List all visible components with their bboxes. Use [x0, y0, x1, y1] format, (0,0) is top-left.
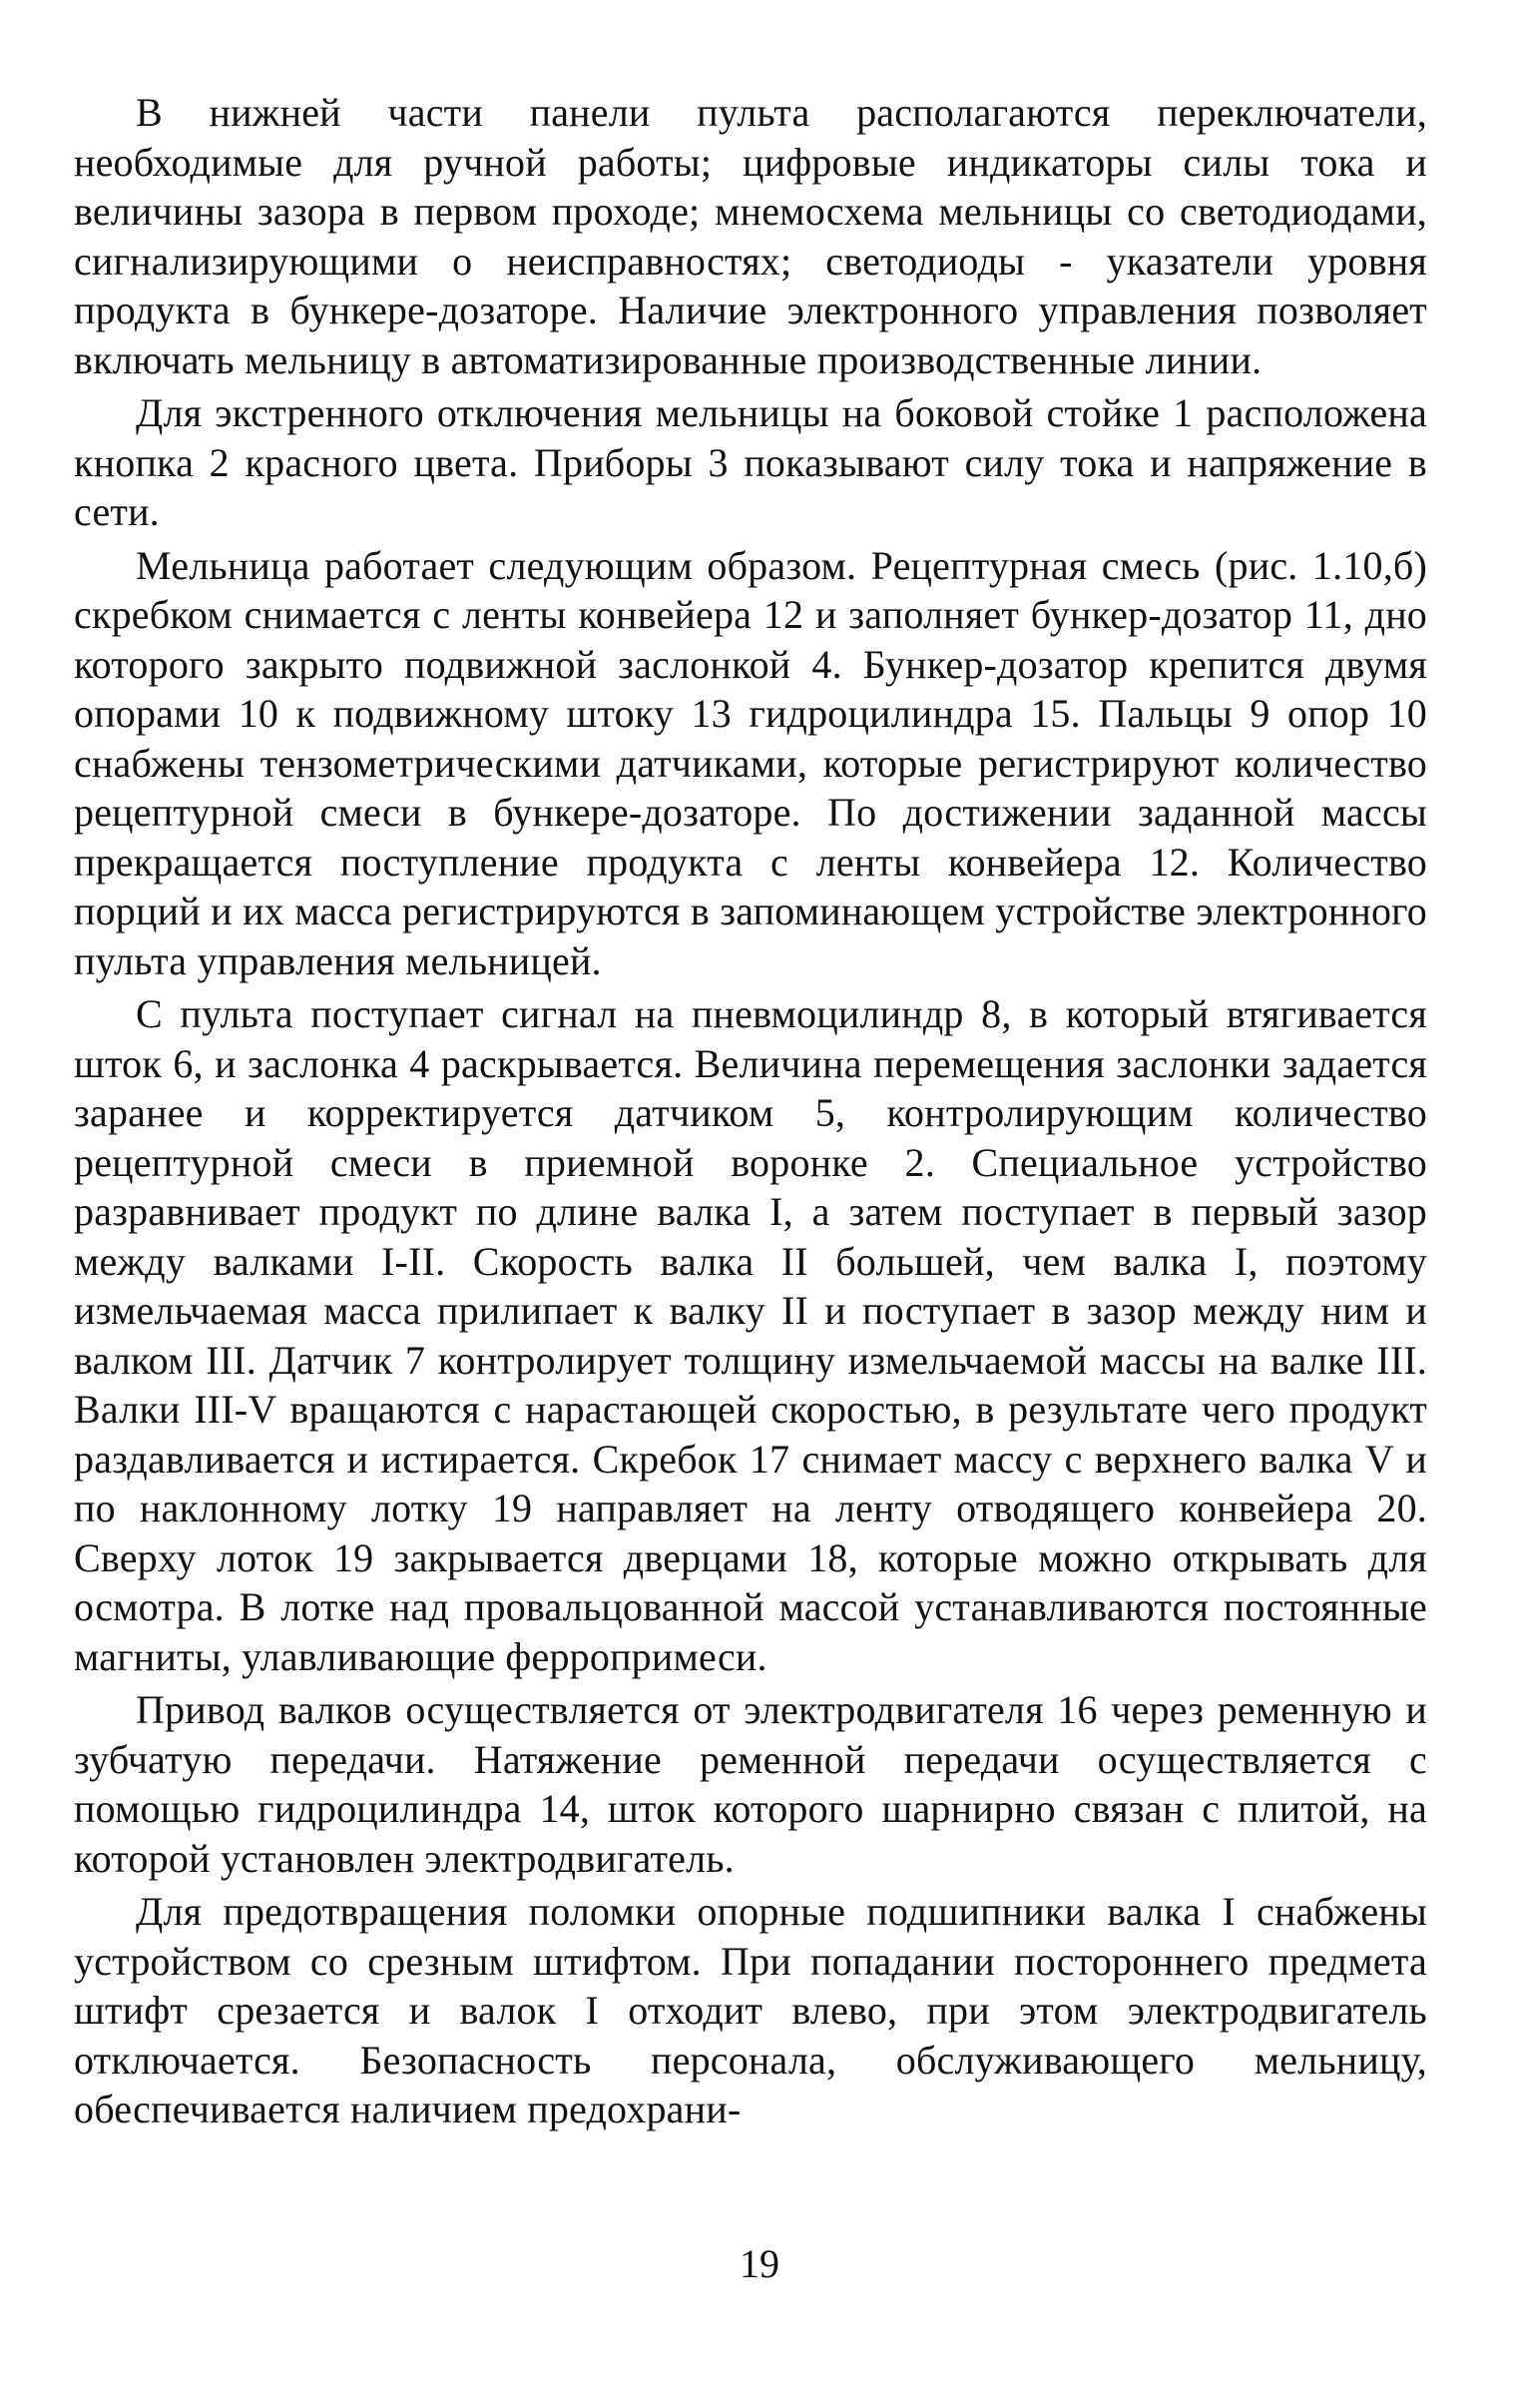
paragraph-mill-operation: Мельница работает следующим образом. Рецептурная смесь (рис. 1.10,б) скребком снимается с ленты конвейера 12 и заполняет бункер-дозатор 11, дно которого закрыто подвижной заслонкой 4. Бункер-дозатор крепится двумя опорами 10 к подвижному штоку 13 гидроцилиндра 15. Пальцы 9 опор 10 снабжены тензометрическими датчиками, которые регистрируют количество рецептурной смеси в бункере-дозаторе. По достижении заданной массы прекращается поступление продукта с ленты конвейера 12. Количество порций и их масса регистрируются в запоминающем устройстве электронного пульта управления мельницей.	[74, 542, 1427, 983]
paragraph-rollers-process: С пульта поступает сигнал на пневмоцилиндр 8, в который втягивается шток 6, и заслонка 4 раскрывается. Величина перемещения заслонки задается заранее и корректируется датчиком 5, контролирующим количество рецептурной смеси в приемной воронке 2. Специальное устройство разравнивает продукт по длине валка I, а затем поступает в первый зазор между валками I-II. Скорость валка II большей, чем валка I, поэтому измельчаемая масса прилипает к валку II и поступает в зазор между ним и валком III. Датчик 7 контролирует толщину измельчаемой массы на валке III. Валки III-V вращаются с нарастающей скоростью, в результате чего продукт раздавливается и истирается. Скребок 17 снимает массу с верхнего валка V и по наклонному лотку 19 направляет на ленту отводящего конвейера 20. Сверху лоток 19 закрывается дверцами 18, которые можно открывать для осмотра. В лотке над провальцованной массой устанавливаются постоянные магниты, улавливающие ферропримеси.	[74, 991, 1427, 1679]
paragraph-safety: Для предотвращения поломки опорные подшипники валка I снабжены устройством со срезным штифтом. При попадании постороннего предмета штифт срезается и валок I отходит влево, при этом электродвигатель отключается. Безопасность персонала, обслуживающего мельницу, обеспечивается наличием предохрани-	[74, 1889, 1427, 2131]
paragraph-drive: Привод валков осуществляется от электродвигателя 16 через ременную и зубчатую передачи. Натяжение ременной передачи осуществляется с помощью гидроцилиндра 14, шток которого шарнирно связан с плитой, на которой установлен электродвигатель.	[74, 1687, 1427, 1881]
body-text	[74, 88, 1427, 2138]
paragraph-control-panel: В нижней части панели пульта располагаются переключатели, необходимые для ручной работы; цифровые индикаторы силы тока и величины зазора в первом проходе; мнемосхема мельницы со светодиодами, сигнализирующими о неисправностях; светодиоды - указатели уровня продукта в бункере-дозаторе. Наличие электронного управления позволяет включать мельницу в автоматизированные производственные линии.	[74, 90, 1427, 382]
paragraph-emergency-stop: Для экстренного отключения мельницы на боковой стойке 1 расположена кнопка 2 красного цвета. Приборы 3 показывают силу тока и напряжение в сети.	[74, 390, 1427, 534]
page-number: 19	[740, 2241, 779, 2286]
